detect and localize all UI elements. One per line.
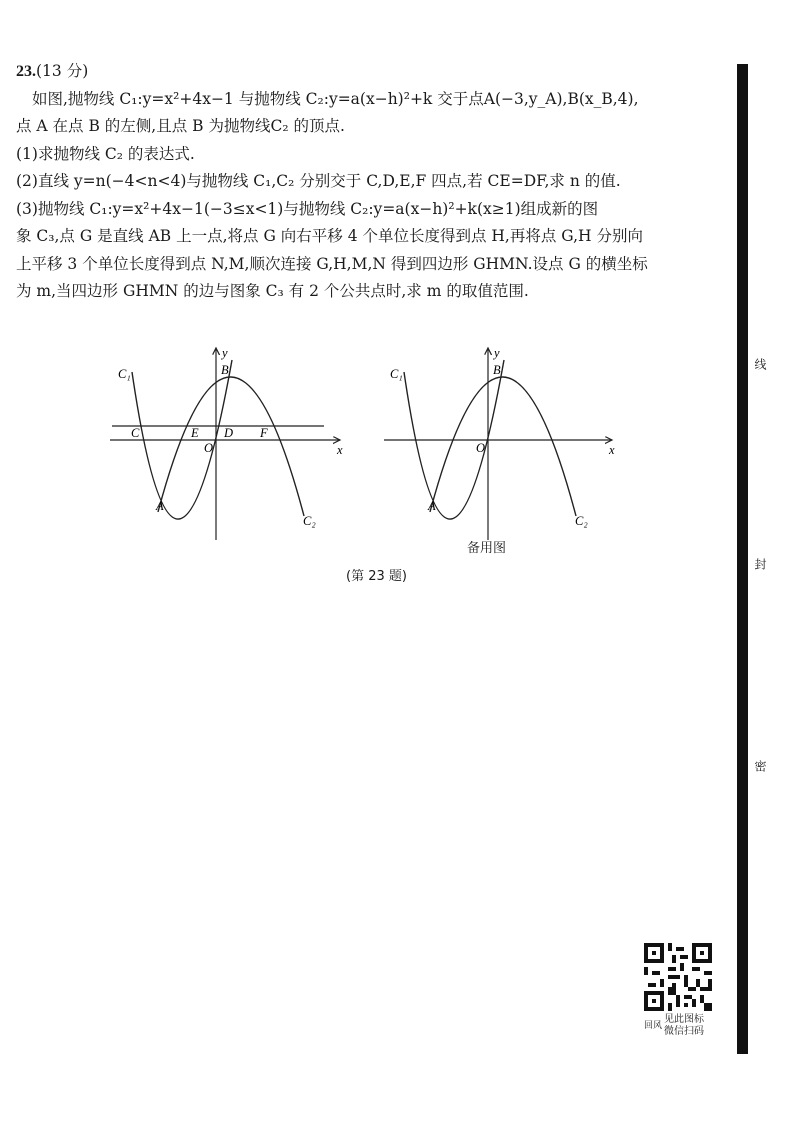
qr-caption-line-2: 微信扫码 [664,1026,704,1037]
parabola-c2-spare [430,377,576,516]
problem-points: (13 分) [36,62,89,80]
question-3-line-1: (3)抛物线 C₁:y=x²+4x−1(−3≤x<1)与抛物线 C₂:y=a(x−h)²+k(x≥1)组成新的图 [16,199,599,218]
label-o: O [204,441,214,455]
label-y: y [222,346,228,360]
binding-bar [737,64,748,1054]
question-3-line-3: 上平移 3 个单位长度得到点 N,M,顺次连接 G,H,M,N 得到四边形 GHMN.设点 G 的横坐标 [16,254,648,273]
problem-block [16,58,728,306]
spare-figure [376,340,626,540]
label-o-spare: O [476,441,486,455]
label-b: B [221,363,229,377]
figure-caption: (第 23 题) [346,569,407,584]
label-b-spare: B [493,363,501,377]
question-2: (2)直线 y=n(−4<n<4)与抛物线 C₁,C₂ 分别交于 C,D,E,F 四点,若 CE=DF,求 n 的值. [16,172,621,190]
label-c1-spare: C₁ [390,367,403,381]
qr-code[interactable] [644,943,712,1011]
qr-tag: 回风 [644,1021,663,1031]
label-a-spare: A [428,499,436,513]
spare-figure-caption: 备用图 [467,541,507,556]
question-1: (1)求抛物线 C₂ 的表达式. [16,144,195,163]
question-3-line-2: 象 C₃,点 G 是直线 AB 上一点,将点 G 向右平移 4 个单位长度得到点 H,再将点 G,H 分别向 [16,227,643,245]
label-f: F [260,426,268,440]
qr-caption-line-1: 见此图标 [664,1014,704,1025]
problem-header [16,58,728,86]
margin-char-seal: 封 [753,558,767,570]
problem-number: 23. [16,63,36,80]
margin-char-line: 线 [753,358,767,370]
label-x-spare: x [609,443,615,457]
intro-line-2: 点 A 在点 B 的左侧,且点 B 为抛物线C₂ 的顶点. [16,117,345,135]
label-c: C [131,426,140,440]
question-3-line-4: 为 m,当四边形 GHMN 的边与图象 C₃ 有 2 个公共点时,求 m 的取值范围. [16,282,529,300]
main-figure [100,340,360,540]
parabola-c2 [158,377,304,516]
qr-caption [664,1014,704,1038]
label-c2-spare: C₂ [575,514,588,528]
margin-char-secret: 密 [753,760,767,772]
label-a: A [156,499,164,513]
label-d: D [224,426,234,440]
label-c1: C₁ [118,367,131,381]
label-e: E [191,426,199,440]
label-c2: C₂ [303,514,316,528]
label-x: x [337,443,343,457]
label-y-spare: y [494,346,500,360]
intro-line-1: 如图,抛物线 C₁:y=x²+4x−1 与抛物线 C₂:y=a(x−h)²+k 交于点A(−3,y_A),B(x_B,4), [32,89,639,108]
